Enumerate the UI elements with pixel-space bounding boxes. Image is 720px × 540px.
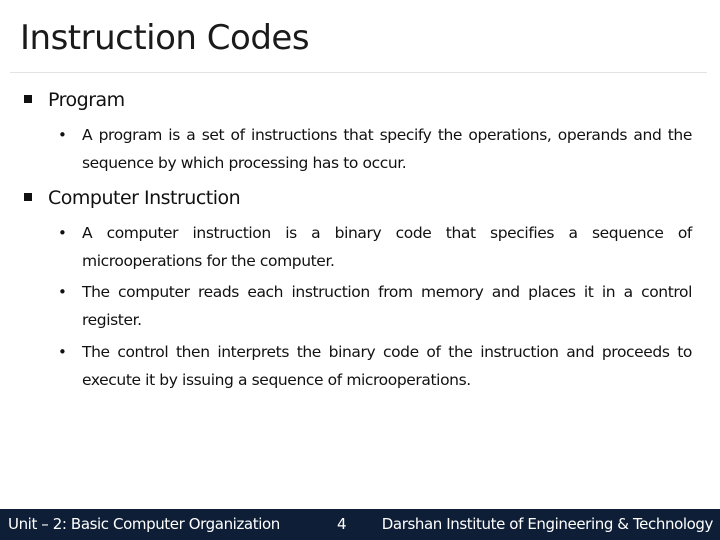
slide-title: Instruction Codes <box>20 18 310 58</box>
list-item <box>58 219 692 275</box>
square-bullet-icon <box>24 95 32 103</box>
square-bullet-icon <box>24 193 32 201</box>
section-heading-label: Program <box>48 89 125 111</box>
list-item <box>58 338 692 394</box>
slide-footer <box>0 509 720 540</box>
list-item-text: The computer reads each instruction from memory and places it in a control register. <box>82 283 692 329</box>
section-heading-label: Computer Instruction <box>48 187 241 209</box>
list-item <box>58 121 692 177</box>
list-item-text: A program is a set of instructions that specify the operations, operands and the sequence by which processing has to occur. <box>82 126 692 172</box>
section-heading-computer-instruction <box>48 184 240 212</box>
title-divider <box>10 72 707 73</box>
bullet-icon: • <box>58 343 67 361</box>
page-number: 4 <box>337 515 347 533</box>
bullet-icon: • <box>58 126 67 144</box>
section-heading-program <box>48 86 125 114</box>
list-item-text: A computer instruction is a binary code that specifies a sequence of microoperations for the computer. <box>82 224 692 270</box>
bullet-icon: • <box>58 283 67 301</box>
footer-institute: Darshan Institute of Engineering & Technology <box>381 515 713 533</box>
bullet-icon: • <box>58 224 67 242</box>
footer-unit: Unit – 2: Basic Computer Organization <box>8 515 280 533</box>
list-item-text: The control then interprets the binary code of the instruction and proceeds to execute it by issuing a sequence of microoperations. <box>82 343 692 389</box>
list-item <box>58 278 692 334</box>
